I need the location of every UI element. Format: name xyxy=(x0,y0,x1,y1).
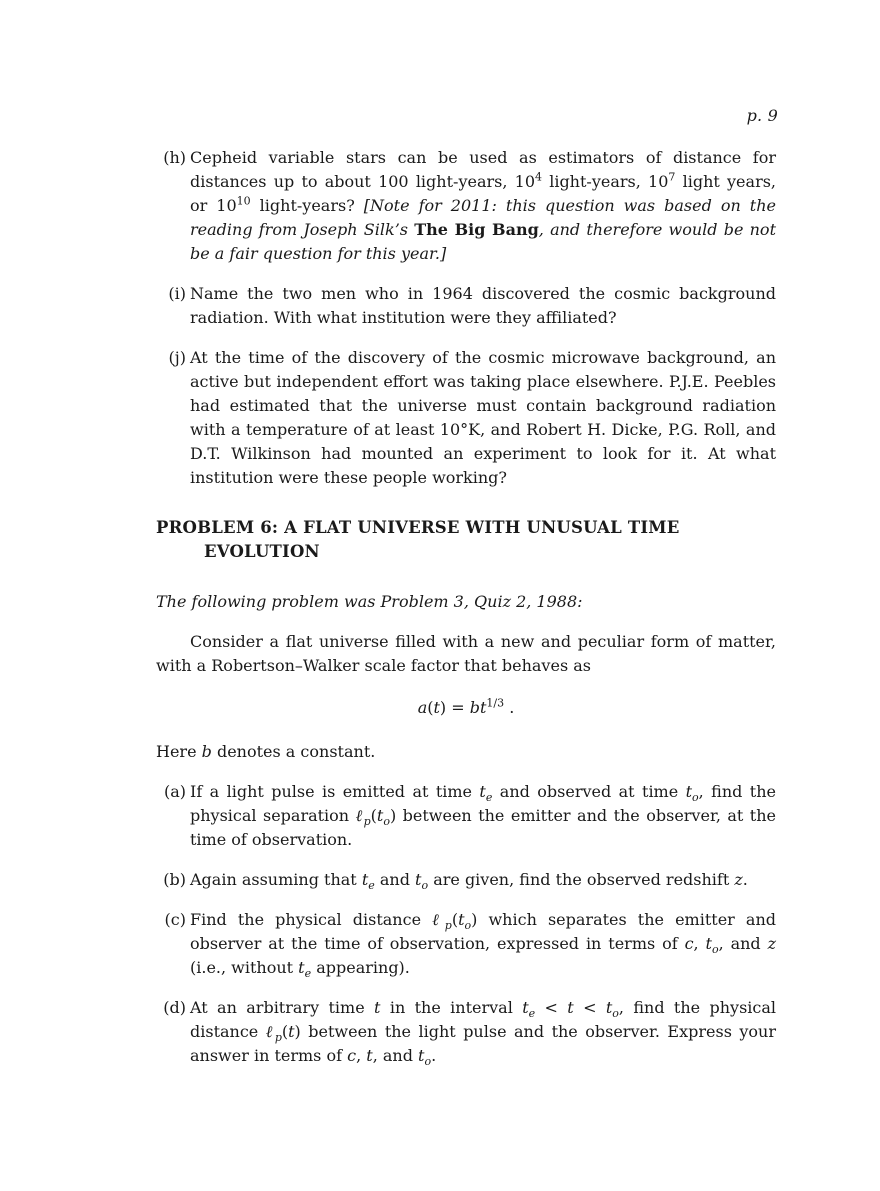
question-text: Name the two men who in 1964 discovered the cosmic background radiation. With what institution were they affiliated? xyxy=(190,284,776,327)
question-text: Find the physical distance $\ell_p(t_o)$ which separates the emitter and observer at the time of observation, expressed in terms of c, $t_o$, and z (i.e., without $t_e$ appearing). xyxy=(190,910,777,981)
question-text: At the time of the discovery of the cosmic microwave background, an active but independent effort was taking place elsewhere. P.J.E. Peebles had estimated that the universe must contain background radiation with a temperature of at least 10°K, and Robert H. Dicke, P.G. Roll, and D.T. Wilkinson had mounted an experiment to look for it. At what institution were these people working? xyxy=(190,348,776,487)
question-label: (a) xyxy=(163,782,186,801)
question-list-bottom xyxy=(156,780,776,1068)
question-label: (j) xyxy=(168,348,186,367)
scale-factor-equation: $a(t) = bt^{1/3}$ . xyxy=(417,696,515,717)
question-item xyxy=(156,282,776,330)
constant-definition: Here b denotes a constant. xyxy=(156,742,376,761)
question-text: At an arbitrary time t in the interval $t_e < t < t_o$, find the physical distance ℓ$_p$(t) between the light pulse and the observer. Express your answer in terms of c, t, and $t_o$. xyxy=(190,998,777,1069)
question-item xyxy=(156,146,776,266)
question-list-top xyxy=(156,146,776,490)
page-content xyxy=(156,146,776,1084)
question-item xyxy=(156,780,776,852)
question-label: (b) xyxy=(163,870,186,889)
question-text: If a light pulse is emitted at time $t_e$ and observed at time $t_o$, find the physical separation $\ell_p(t_o)$ between the emitter and the observer, at the time of observation. xyxy=(190,782,776,849)
question-label: (h) xyxy=(163,148,186,167)
question-label: (d) xyxy=(163,998,186,1017)
question-item xyxy=(156,868,776,892)
question-label: (i) xyxy=(168,284,186,303)
question-item xyxy=(156,996,776,1068)
question-text: Again assuming that $t_e$ and $t_o$ are given, find the observed redshift z. xyxy=(190,870,748,893)
question-label: (c) xyxy=(164,910,186,929)
page-number: p. 9 xyxy=(746,106,778,125)
question-item xyxy=(156,346,776,490)
problem-heading: PROBLEM 6: A FLAT UNIVERSE WITH UNUSUAL TIME EVOLUTION xyxy=(156,518,680,561)
question-text: Cepheid variable stars can be used as estimators of distance for distances up to about 100 light-years, $10^4$ light-years, $10^7$ light years, or $10^{10}$ light-years? [Note for 2011: this question was based on the reading from Joseph Silk’s The Big Bang, and therefore would be not be a fair question for this year.] xyxy=(190,148,777,263)
problem-statement: Consider a flat universe filled with a new and peculiar form of matter, with a Robertson–Walker scale factor that behaves as xyxy=(156,632,776,675)
problem-source-note: The following problem was Problem 3, Quiz 2, 1988: xyxy=(156,592,583,611)
question-item xyxy=(156,908,776,980)
